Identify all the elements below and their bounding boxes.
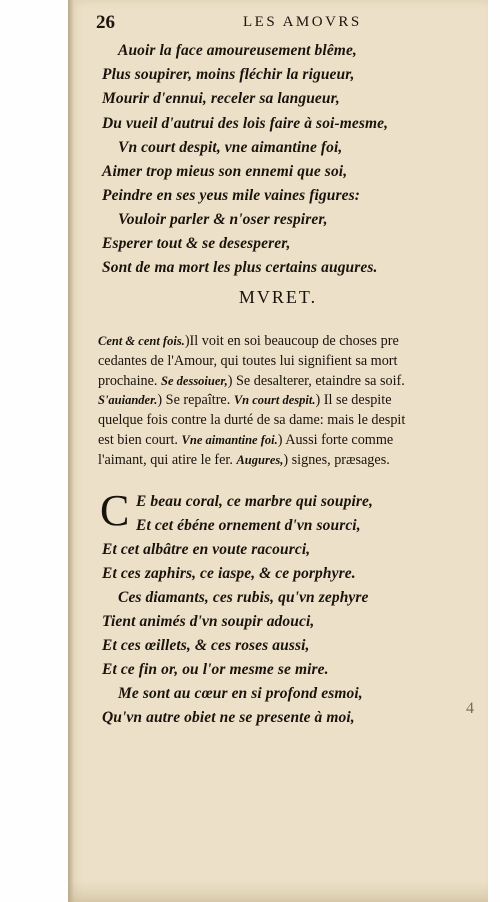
drop-cap: C [100,486,130,535]
commentary-line [98,332,478,352]
book-page [68,0,488,902]
gutter-shadow [68,0,74,902]
sonnet-line: Ces diamants, ces rubis, qu'vn zephyre [118,589,369,606]
commentary-block [98,332,478,471]
verse-line: Auoir la face amoureusement blême, [118,42,357,59]
verse-line: Aimer trop mieus son ennemi que soi, [102,163,348,180]
running-title: LES AMOVRS [243,14,362,30]
commentary-lemma: Vn court despit. [233,393,316,408]
commentary-line [98,411,478,431]
sonnet-line: Me sont au cœur en si profond esmoi, [118,685,363,702]
sonnet-line: E beau coral, ce marbre qui soupire, [136,493,373,510]
verse-line: Du vueil d'autrui des lois faire à soi-mesme, [102,115,389,132]
sonnet-line: Tient animés d'vn soupir adouci, [102,613,315,630]
commentary-lemma: S'auiander. [98,393,158,408]
verse-line: Peindre en ses yeus mile vaines figures: [102,187,361,204]
sonnet-line: Et ce fin or, ou l'or mesme se mire. [102,661,329,678]
commentary-text: est bien court. [98,431,182,448]
commentary-text: )Il voit en soi beaucoup de choses pre [184,333,399,349]
commentary-lemma: Augures, [236,452,284,467]
commentary-line [98,352,478,372]
commentary-line [98,391,478,411]
commentary-text: quelque fois contre la durté de sa dame: mais le despit [98,412,406,429]
commentary-line [98,431,478,451]
verse-line: Sont de ma mort les plus certains augures. [102,259,378,276]
commentary-text: prochaine. [98,372,162,389]
sonnet-line: Et ces œillets, & ces roses aussi, [102,637,310,654]
commentary-lemma: Se dessoiuer, [161,373,228,388]
sonnet-line: Et cet ébéne ornement d'vn sourci, [136,517,361,534]
commentary-text: ) Aussi forte comme [277,431,394,448]
sonnet-line: Qu'vn autre obiet ne se presente à moi, [102,709,355,726]
commentary-line [98,451,478,471]
verse-line: Plus soupirer, moins fléchir la rigueur, [102,66,355,83]
sonnet-line: Et ces zaphirs, ce iaspe, & ce porphyre. [102,565,356,582]
verse-line: Esperer tout & se desesperer, [102,235,291,252]
commentary-text: cedantes de l'Amour, qui toutes lui signifient sa mort [98,352,398,369]
commentary-text: ) signes, præsages. [283,451,390,468]
commentary-heading: MVRET. [238,287,318,307]
margin-mark: 4 [466,700,474,717]
verse-line: Vn court despit, vne aimantine foi, [118,139,343,156]
commentary-text: l'aimant, qui atire le fer. [98,451,237,468]
commentary-text: ) Il se despite [315,392,392,409]
page-bottom-shade [68,880,488,902]
verse-line: Mourir d'ennui, receler sa langueur, [102,90,340,107]
commentary-text: ) Se desalterer, etaindre sa soif. [227,372,405,389]
running-head [68,10,488,34]
verse-line: Vouloir parler & n'oser respirer, [118,211,328,228]
commentary-text: ) Se repaître. [157,392,234,409]
commentary-lemma: Cent & cent fois. [98,334,185,348]
commentary-lemma: Vne aimantine foi. [181,432,278,447]
commentary-line [98,372,478,392]
page-number: 26 [96,12,115,33]
sonnet-line: Et cet albâtre en voute racourci, [102,541,311,558]
